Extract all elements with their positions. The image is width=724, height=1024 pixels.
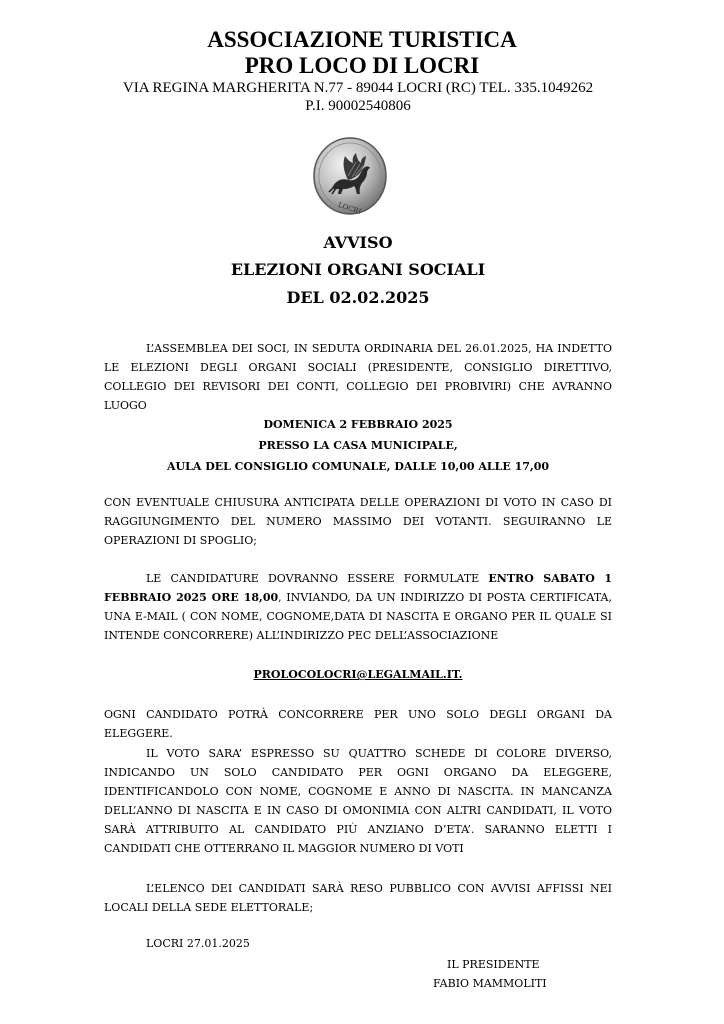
signer-name: FABIO MAMMOLITI: [433, 977, 547, 990]
association-name: ASSOCIAZIONE TURISTICA: [207, 27, 517, 52]
association-subname: PRO LOCO DI LOCRI: [244, 53, 480, 78]
election-day: DOMENICA 2 FEBBRAIO 2025: [263, 418, 453, 431]
notice-date: DEL 02.02.2025: [286, 288, 430, 307]
candidacy-deadline: ENTRO SABATO 1 FEBBRAIO 2025 ORE 18,00: [104, 572, 612, 604]
election-venue: PRESSO LA CASA MUNICIPALE,: [258, 439, 458, 452]
pegasus-coin-logo: [312, 136, 388, 216]
notice-subject: ELEZIONI ORGANI SOCIALI: [230, 260, 486, 279]
notice-heading: AVVISO: [323, 233, 393, 252]
election-hall-hours: AULA DEL CONSIGLIO COMUNALE, DALLE 10,00 ALLE 17,00: [166, 460, 550, 473]
candidacy-paragraph: [104, 569, 612, 645]
intro-paragraph: L’ASSEMBLEA DEI SOCI, IN SEDUTA ORDINARIA DEL 26.01.2025, HA INDETTO LE ELEZIONI DEGLI ORGANI SOCIALI (PRESIDENTE, CONSIGLIO DIRETTIVO, COLLEGIO DEI REVISORI DEI CONTI, COLLEGIO DEI PROBIVIRI) CHE AVRANNO LUOGO: [104, 342, 612, 412]
candidate-list-paragraph: L’ELENCO DEI CANDIDATI SARÀ RESO PUBBLICO CON AVVISI AFFISSI NEI LOCALI DELLA SEDE ELETTORALE;: [104, 882, 612, 914]
vote-rules-paragraph: IL VOTO SARA’ ESPRESSO SU QUATTRO SCHEDE DI COLORE DIVERSO, INDICANDO UN SOLO CANDIDATO PER OGNI ORGANO DA ELEGGERE, IDENTIFICANDOLO CON NOME, COGNOME E ANNO DI NASCITA. IN MANCANZA DELL’ANNO DI NASCITA E IN CASO DI OMONIMIA CON ALTRI CANDIDATI, IL VOTO SARÀ ATTRIBUITO AL CANDIDATO PIÙ ANZIANO D’ETA’. SARANNO ELETTI I CANDIDATI CHE OTTERRANO IL MAGGIOR NUMERO DI VOTI: [104, 747, 612, 855]
place-date: LOCRI 27.01.2025: [146, 937, 250, 950]
closing-operations-paragraph: CON EVENTUALE CHIUSURA ANTICIPATA DELLE OPERAZIONI DI VOTO IN CASO DI RAGGIUNGIMENTO DEL NUMERO MASSIMO DEI VOTANTI. SEGUIRANNO LE OPERAZIONI DI SPOGLIO;: [104, 496, 612, 547]
association-address: VIA REGINA MARGHERITA N.77 - 89044 LOCRI (RC) TEL. 335.1049262: [122, 80, 594, 96]
candidacy-text-b: , INVIANDO, DA UN INDIRIZZO DI POSTA CERTIFICATA, UNA E-MAIL ( CON NOME, COGNOME,DATA DI NASCITA E ORGANO PER IL QUALE SI INTENDE CONCORRERE) ALL’INDIRIZZO PEC DELL’ASSOCIAZIONE: [104, 591, 612, 642]
coin-inscription: LOCRI: [336, 200, 363, 216]
candidacy-text-a: LE CANDIDATURE DOVRANNO ESSERE FORMULATE: [146, 572, 489, 585]
association-vat: P.I. 90002540806: [305, 98, 411, 114]
signer-role: IL PRESIDENTE: [447, 958, 540, 971]
one-organ-paragraph: OGNI CANDIDATO POTRÀ CONCORRERE PER UNO SOLO DEGLI ORGANI DA ELEGGERE.: [104, 708, 612, 740]
pec-address-link[interactable]: PROLOCOLOCRI@LEGALMAIL.IT.: [253, 668, 463, 681]
